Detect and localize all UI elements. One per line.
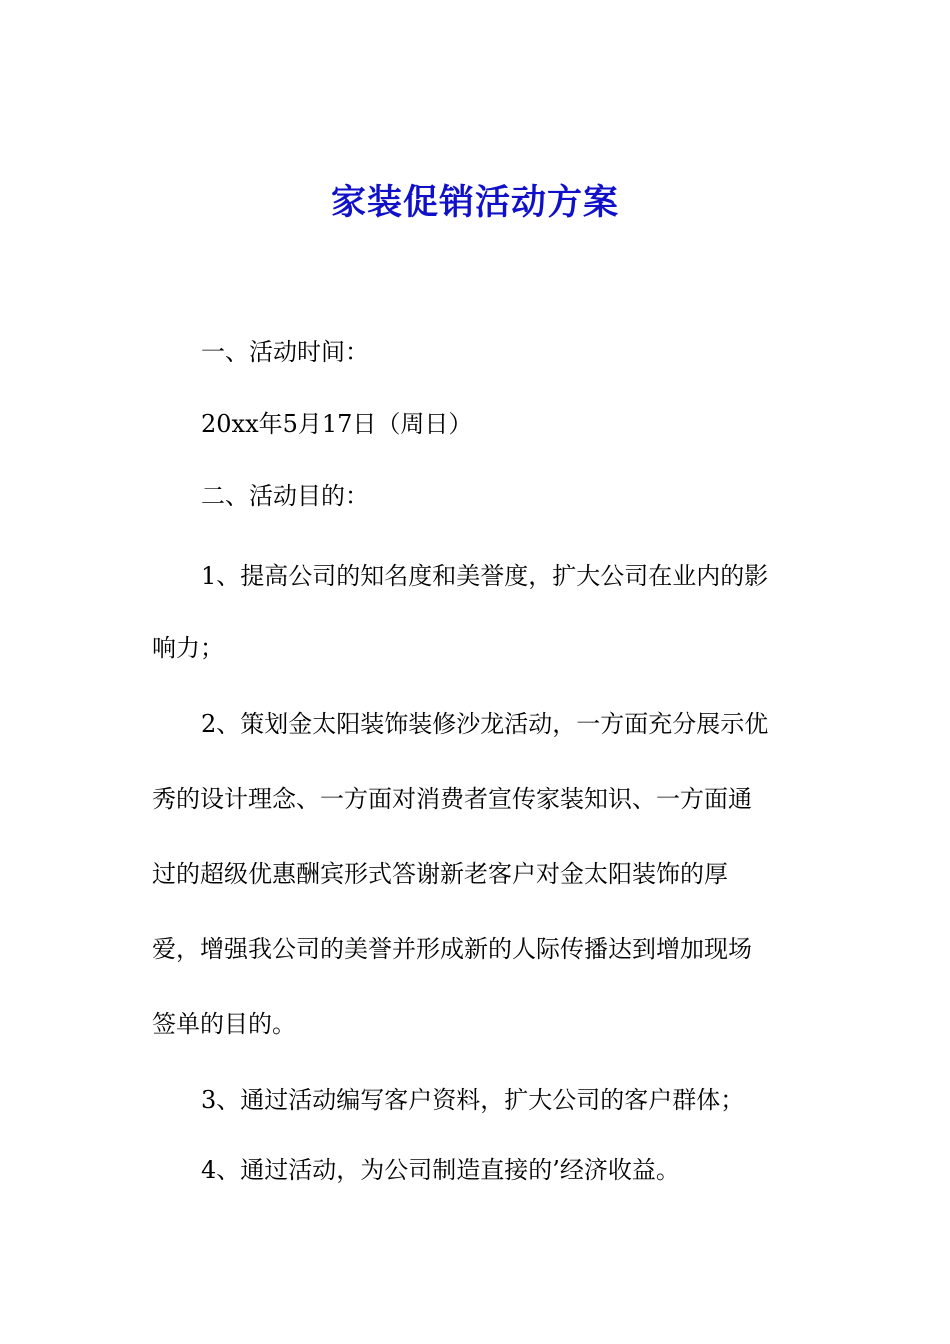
document-title: 家装促销活动方案 (330, 182, 619, 223)
purpose-item-2-line-5: 签单的目的。 (152, 1010, 296, 1038)
purpose-item-2-line-3: 过的超级优惠酬宾形式答谢新老客户对金太阳装饰的厚 (152, 860, 728, 888)
purpose-item-2-line-2: 秀的设计理念、一方面对消费者宣传家装知识、一方面通 (152, 785, 752, 813)
purpose-item-2-line-4: 爱，增强我公司的美誉并形成新的人际传播达到增加现场 (152, 935, 752, 963)
purpose-item-1-line-2: 响力； (152, 634, 224, 662)
section-heading-purpose: 二、活动目的： (201, 482, 369, 510)
purpose-item-1-line-1: 1、提高公司的知名度和美誉度，扩大公司在业内的影 (201, 562, 769, 590)
purpose-item-3: 3、通过活动编写客户资料，扩大公司的客户群体； (201, 1086, 745, 1114)
section-heading-time: 一、活动时间： (201, 338, 369, 366)
event-date: 20xx年5月17日（周日） (201, 410, 473, 438)
purpose-item-2-line-1: 2、策划金太阳装饰装修沙龙活动，一方面充分展示优 (201, 710, 769, 738)
purpose-item-4: 4、通过活动，为公司制造直接的’经济收益。 (201, 1156, 680, 1184)
